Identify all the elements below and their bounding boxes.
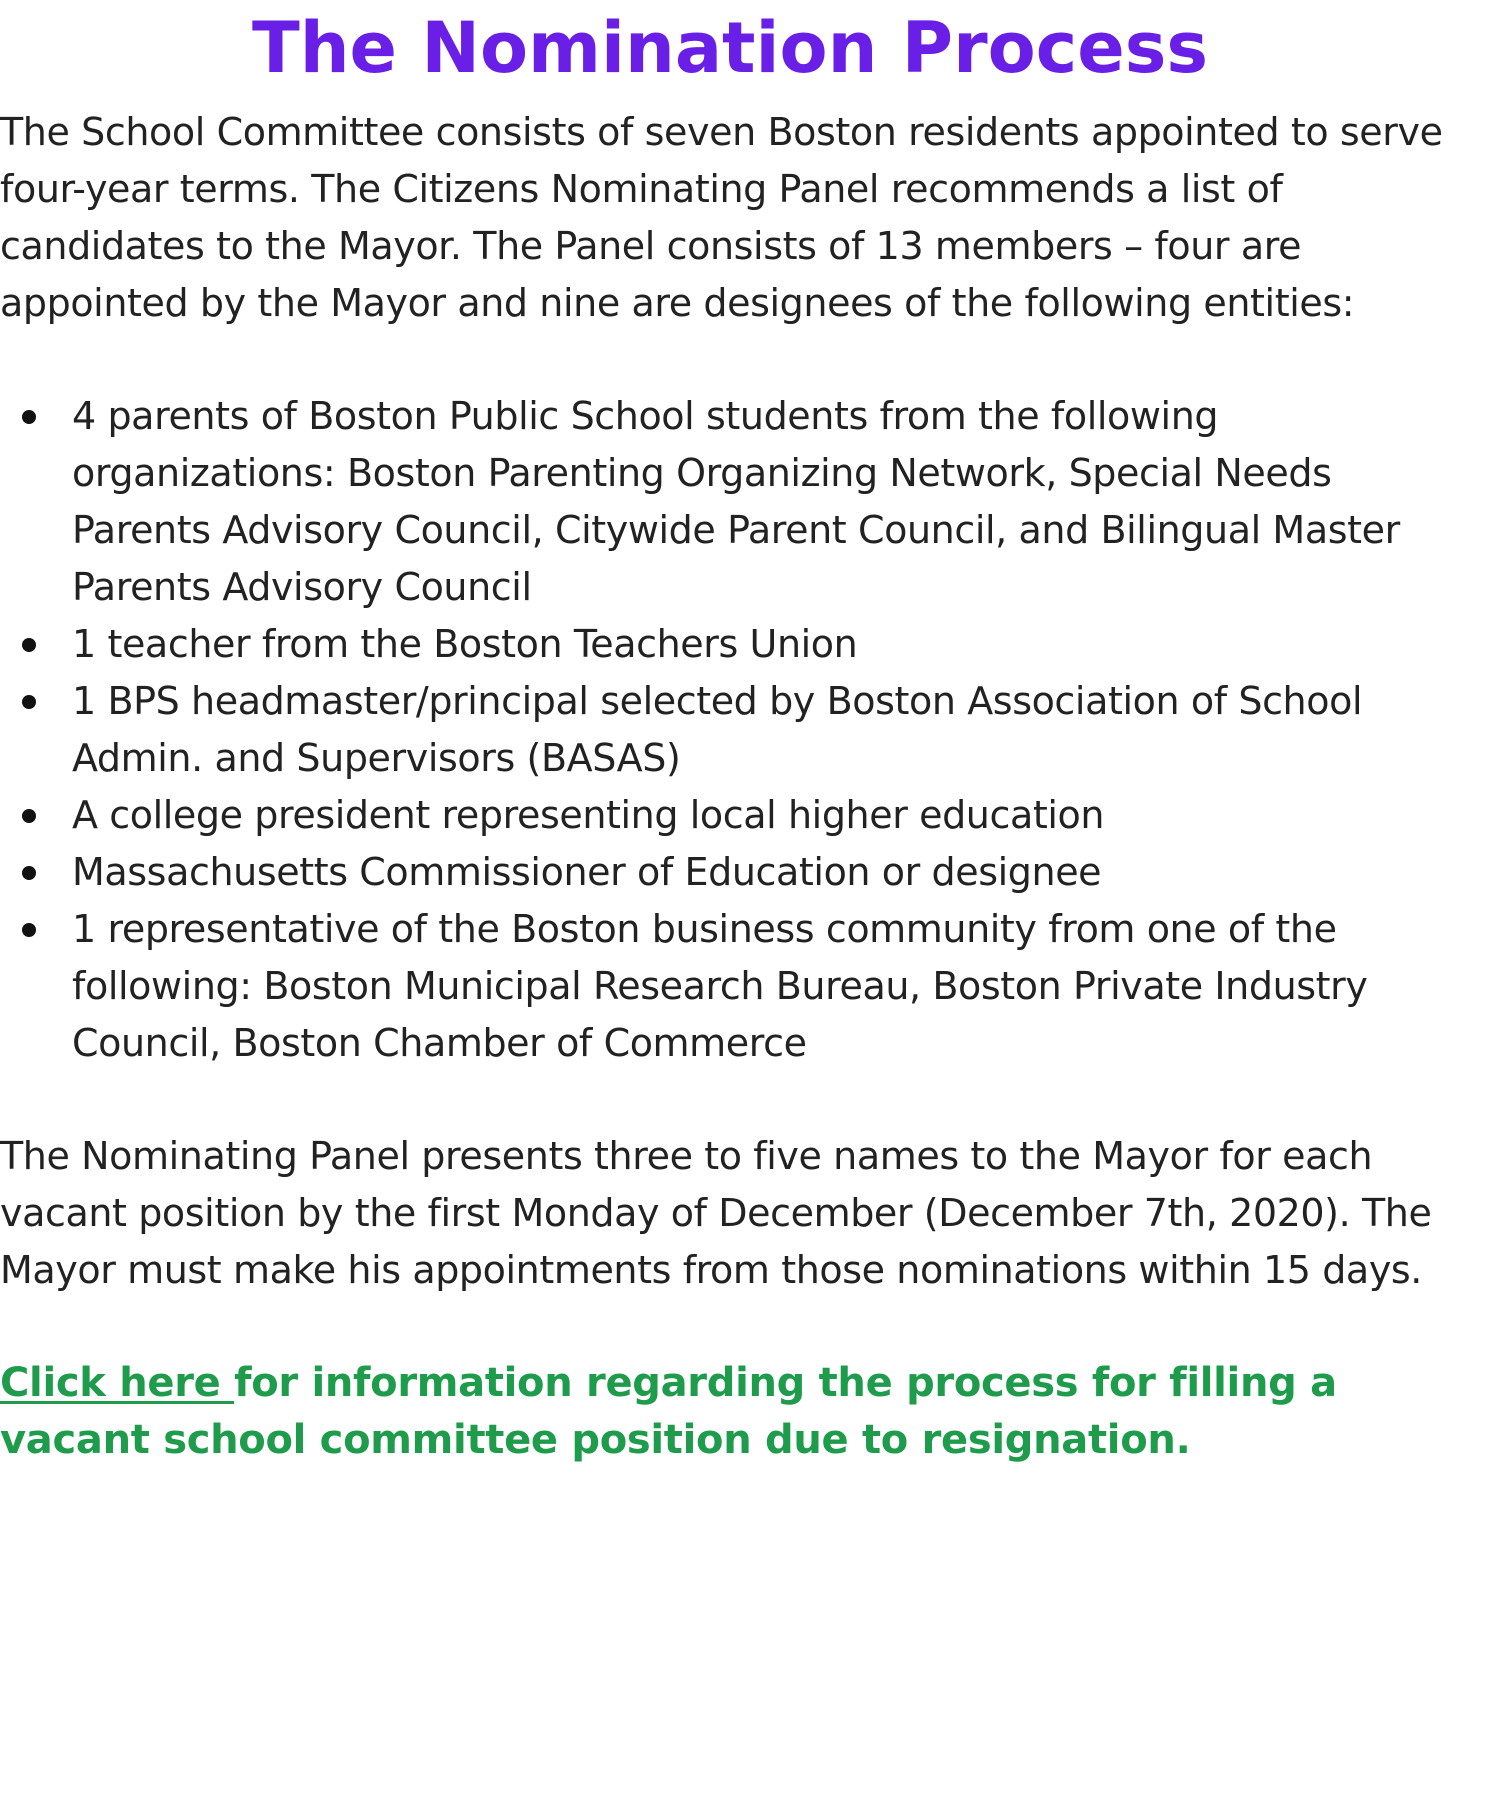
list-item-text: 1 teacher from the Boston Teachers Union [72,622,858,666]
list-item [0,388,1470,616]
list-item-text: A college president representing local higher education [72,793,1105,837]
list-item [0,787,1470,844]
list-item-text: 1 representative of the Boston business community from one of the following: Boston Municipal Research Bureau, Boston Private Industry Council, Boston Chamber of Commerce [72,907,1368,1065]
list-item-text: Massachusetts Commissioner of Education or designee [72,850,1102,894]
resignation-info-text: for information regarding the process for filling a vacant school committee position due to resignation. [0,1360,1337,1463]
list-item [0,844,1470,901]
list-item-text: 4 parents of Boston Public School students from the following organizations: Boston Parenting Organizing Network, Special Needs Parents Advisory Council, Citywide Parent Council, and Bilingual Master Parents Advisory Council [72,394,1400,609]
list-item [0,673,1470,787]
page-title: The Nomination Process [251,7,1209,89]
bullet-icon [22,866,36,880]
bullet-icon [22,410,36,424]
bullet-icon [22,923,36,937]
list-item [0,901,1470,1072]
bullet-icon [22,809,36,823]
list-item [0,616,1470,673]
bullet-icon [22,638,36,652]
intro-paragraph: The School Committee consists of seven Boston residents appointed to serve four-year terms. The Citizens Nominating Panel recommends a list of candidates to the Mayor. The Panel consists of 13 members – four are appointed by the Mayor and nine are designees of the following entities: [0,110,1443,325]
entities-list [0,388,1470,1072]
timeline-paragraph: The Nominating Panel presents three to five names to the Mayor for each vacant position by the first Monday of December (December 7th, 2020). The Mayor must make his appointments from those nominations within 15 days. [0,1134,1432,1292]
resignation-info-callout [0,1355,1470,1469]
list-item-text: 1 BPS headmaster/principal selected by Boston Association of School Admin. and Supervisors (BASAS) [72,679,1363,780]
bullet-icon [22,695,36,709]
click-here-link[interactable]: Click here [0,1360,235,1406]
